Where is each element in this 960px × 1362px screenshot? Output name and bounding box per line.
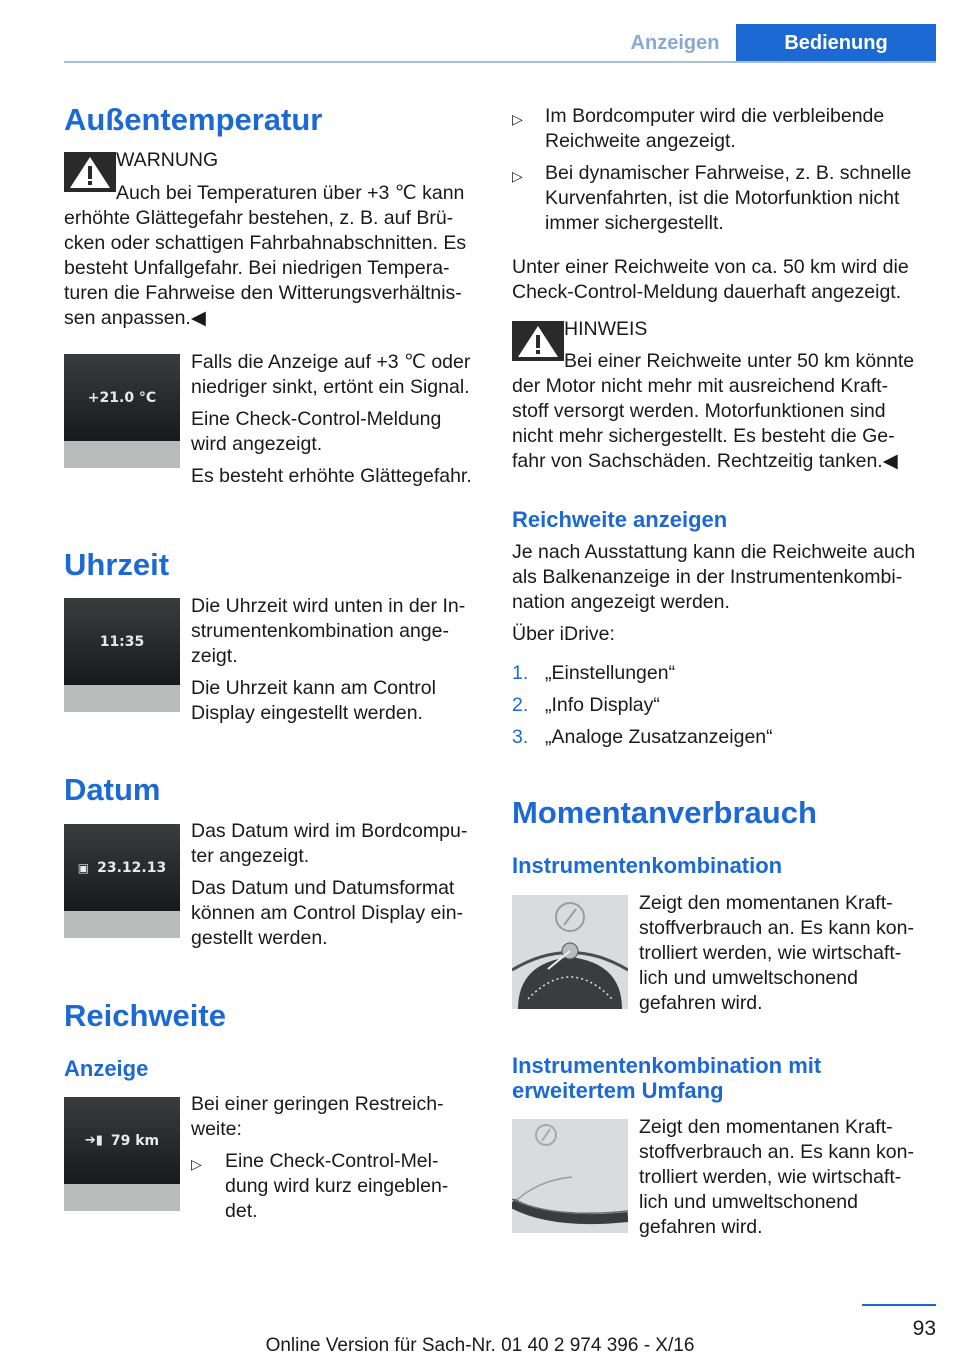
subheading-reichweite-anzeigen: Reichweite anzeigen <box>512 507 728 532</box>
body-line: wird angezeigt. <box>191 433 323 455</box>
body-line: Je nach Ausstattung kann die Reichweite auch <box>512 541 916 563</box>
footer-rule <box>862 1304 936 1306</box>
body-line: Display eingestellt werden. <box>191 702 423 724</box>
online-version-text: Online Version für Sach-Nr. 01 40 2 974 396 - X/16 <box>265 1335 695 1356</box>
date-display-image <box>64 824 180 938</box>
step-text: „Analoge Zusatzanzeigen“ <box>545 726 773 748</box>
subheading-anzeige: Anzeige <box>64 1056 149 1081</box>
bullet-line: Bei dynamischer Fahrweise, z. B. schnelle <box>545 162 912 184</box>
body-line: Das Datum wird im Bordcompu‐ <box>191 820 468 842</box>
step-number: 2. <box>512 694 529 716</box>
step-number: 3. <box>512 726 529 748</box>
body-line: weite: <box>191 1118 242 1140</box>
tab-bedienung[interactable]: Bedienung <box>736 24 936 62</box>
body-line: ter angezeigt. <box>191 845 310 867</box>
bullet-triangle-icon: ▷ <box>512 111 523 127</box>
body-line: Bei einer geringen Restreich‐ <box>191 1093 444 1115</box>
body-line: lich und umweltschonend <box>639 967 858 989</box>
body-line: lich und umweltschonend <box>639 1191 858 1213</box>
bullet-line: dung wird kurz eingeblen‐ <box>225 1175 449 1197</box>
hinweis-line: der Motor nicht mehr mit ausreichend Kraft‐ <box>512 375 889 397</box>
body-line: als Balkenanzeige in der Instrumentenkombi‐ <box>512 566 903 588</box>
display-value: 11:35 <box>64 598 180 685</box>
heading-reichweite: Reichweite <box>64 998 226 1033</box>
warning-icon <box>512 321 564 361</box>
step-text: „Einstellungen“ <box>545 662 676 684</box>
outside-temperature-display-image <box>64 354 180 468</box>
hinweis-line: stoff versorgt werden. Motorfunktionen sind <box>512 400 886 422</box>
heading-aussentemperatur: Außentemperatur <box>64 102 323 137</box>
body-line: gestellt werden. <box>191 927 328 949</box>
bullet-triangle-icon: ▷ <box>191 1156 202 1172</box>
warning-line: besteht Unfallgefahr. Bei niedrigen Tempera‐ <box>64 257 450 279</box>
range-display-image <box>64 1097 180 1211</box>
body-line: Die Uhrzeit kann am Control <box>191 677 436 699</box>
warning-line: sen anpassen.◀ <box>64 307 206 329</box>
body-line: trolliert werden, wie wirtschaft‐ <box>639 1166 902 1188</box>
body-line: Check-Control-Meldung dauerhaft angezeigt. <box>512 281 902 303</box>
body-line: strumentenkombination ange‐ <box>191 620 449 642</box>
body-line: trolliert werden, wie wirtschaft‐ <box>639 942 902 964</box>
warning-line: cken oder schattigen Fahrbahnabschnitten. Es <box>64 232 467 254</box>
body-line: Zeigt den momentanen Kraft‐ <box>639 892 893 914</box>
body-line: Zeigt den momentanen Kraft‐ <box>639 1116 893 1138</box>
body-line: können am Control Display ein‐ <box>191 902 464 924</box>
step-text: „Info Display“ <box>545 694 660 716</box>
page-number: 93 <box>912 1317 936 1340</box>
warning-line: Auch bei Temperaturen über +3 ℃ kann <box>116 182 465 204</box>
warning-label: WARNUNG <box>116 149 219 171</box>
body-line: Es besteht erhöhte Glättegefahr. <box>191 465 472 487</box>
subheading-erweitert: Instrumentenkombination mit <box>512 1053 822 1078</box>
subheading-erweitert: erweitertem Umfang <box>512 1078 724 1103</box>
display-value <box>64 824 180 911</box>
header-rule <box>64 61 936 63</box>
bullet-line: Eine Check-Control-Mel‐ <box>225 1150 439 1172</box>
body-line: niedriger sinkt, ertönt ein Signal. <box>191 376 470 398</box>
body-line: nation angezeigt werden. <box>512 591 730 613</box>
bullet-triangle-icon: ▷ <box>512 168 523 184</box>
subheading-instrumentenkombination: Instrumentenkombination <box>512 853 783 878</box>
display-value <box>64 1097 180 1184</box>
heading-uhrzeit: Uhrzeit <box>64 547 170 582</box>
bullet-line: Reichweite angezeigt. <box>545 130 736 152</box>
calendar-icon: ▣ <box>77 860 90 875</box>
display-value: +21.0 °C <box>64 354 180 441</box>
heading-datum: Datum <box>64 772 161 807</box>
fuel-arrow-icon: ➔▮ <box>84 1133 103 1148</box>
heading-momentanverbrauch: Momentanverbrauch <box>512 795 817 830</box>
body-line: Das Datum und Datumsformat <box>191 877 455 899</box>
clock-display-image <box>64 598 180 712</box>
body-line: Unter einer Reichweite von ca. 50 km wird die <box>512 256 909 278</box>
warning-icon <box>64 152 116 192</box>
body-line: stoffverbrauch an. Es kann kon‐ <box>639 1141 914 1163</box>
body-line: Eine Check-Control-Meldung <box>191 408 442 430</box>
body-line: zeigt. <box>191 645 238 667</box>
body-line: Die Uhrzeit wird unten in der In‐ <box>191 595 466 617</box>
hinweis-label: HINWEIS <box>564 318 648 340</box>
date-value: 23.12.13 <box>97 859 167 876</box>
body-line: Über iDrive: <box>512 623 615 645</box>
bullet-line: immer sichergestellt. <box>545 212 724 234</box>
tab-anzeigen[interactable]: Anzeigen <box>616 24 734 62</box>
consumption-gauge-image <box>512 895 628 1009</box>
body-line: Falls die Anzeige auf +3 ℃ oder <box>191 351 471 373</box>
warning-line: erhöhte Glättegefahr bestehen, z. B. auf Brü‐ <box>64 207 454 229</box>
hinweis-line: nicht mehr sichergestellt. Es besteht die Ge‐ <box>512 425 895 447</box>
hinweis-line: Bei einer Reichweite unter 50 km könnte <box>564 350 915 372</box>
body-line: gefahren wird. <box>639 1216 763 1238</box>
step-number: 1. <box>512 662 529 684</box>
bullet-line: det. <box>225 1200 258 1222</box>
consumption-gauge-extended-image <box>512 1119 628 1233</box>
warning-line: turen die Fahrweise den Witterungsverhältnis‐ <box>64 282 462 304</box>
range-value: 79 km <box>110 1132 160 1149</box>
bullet-line: Kurvenfahrten, ist die Motorfunktion nicht <box>545 187 900 209</box>
body-line: stoffverbrauch an. Es kann kon‐ <box>639 917 914 939</box>
body-line: gefahren wird. <box>639 992 763 1014</box>
hinweis-line: fahr von Sachschäden. Rechtzeitig tanken.◀ <box>512 450 898 472</box>
bullet-line: Im Bordcomputer wird die verbleibende <box>545 105 885 127</box>
